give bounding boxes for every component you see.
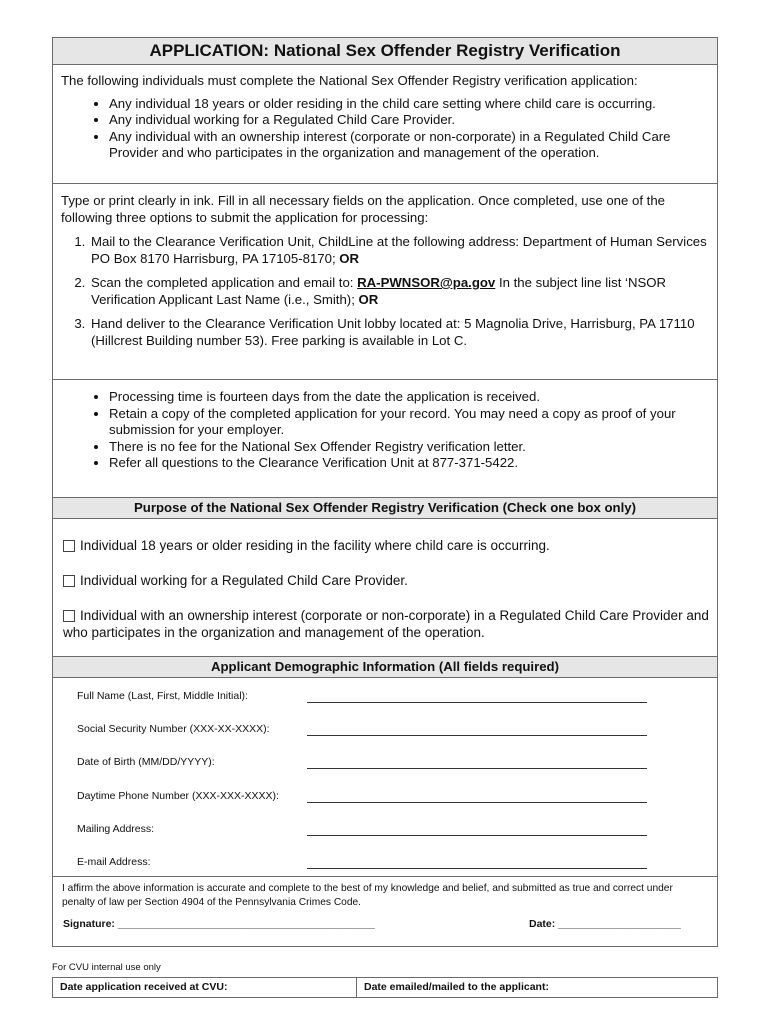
field-label-full-name: Full Name (Last, First, Middle Initial): [77, 690, 248, 702]
submission-option-hand: 3. Hand deliver to the Clearance Verification Unit lobby located at: 5 Magnolia Drive, Harrisburg, PA 17110 (Hillcrest Building number 53). Free parking is available in Lot C. [89, 316, 709, 349]
affirmation-text: I affirm the above information is accurate and complete to the best of my knowledge and belief, and submitted as true and correct under penalty of law per Section 4904 of the Pennsylvania Crimes Code. [62, 883, 673, 908]
purpose-section [53, 519, 717, 657]
checkbox[interactable] [63, 540, 75, 552]
note-item: • There is no fee for the National Sex Offender Registry verification letter. [109, 439, 709, 456]
form-title: APPLICATION: National Sex Offender Registry Verification [53, 38, 717, 65]
email-input[interactable] [307, 868, 647, 869]
address-input[interactable] [307, 835, 647, 836]
phone-input[interactable] [307, 802, 647, 803]
cvu-emailed-cell[interactable]: Date emailed/mailed to the applicant: [364, 981, 549, 993]
purpose-option: Individual with an ownership interest (corporate or non-corporate) in a Regulated Child Care Provider and who participates in the organization and management of the operation. [63, 608, 709, 640]
demographics-section [53, 678, 717, 877]
email-link[interactable]: RA-PWNSOR@pa.gov [357, 275, 496, 290]
note-item: • Retain a copy of the completed application for your record. You may need a copy as proof of your submission for your employer. [109, 406, 709, 439]
field-label-email: E-mail Address: [77, 856, 151, 868]
internal-use-label: For CVU internal use only [52, 962, 161, 973]
checkbox[interactable] [63, 575, 75, 587]
purpose-heading: Purpose of the National Sex Offender Registry Verification (Check one box only) [53, 498, 717, 519]
field-label-phone: Daytime Phone Number (XXX-XXX-XXXX): [77, 790, 279, 802]
field-label-dob: Date of Birth (MM/DD/YYYY): [77, 756, 215, 768]
cvu-table [52, 977, 718, 998]
eligibility-bullet: • Any individual with an ownership interest (corporate or non-corporate) in a Regulated Child Care Provider and who participates in the organization and management of the operation. [109, 129, 709, 162]
note-item: • Processing time is fourteen days from the date the application is received. [109, 389, 709, 406]
submission-section [53, 184, 717, 380]
eligibility-lead: The following individuals must complete the National Sex Offender Registry verification application: [61, 73, 638, 88]
dob-input[interactable] [307, 768, 647, 769]
purpose-option: Individual working for a Regulated Child Care Provider. [63, 572, 709, 589]
notes-section [53, 380, 717, 498]
purpose-option: Individual 18 years or older residing in the facility where child care is occurring. [63, 537, 709, 554]
submission-option-mail: 1. Mail to the Clearance Verification Unit, ChildLine at the following address: Department of Human Services PO Box 8170 Harrisburg, PA 17105-8170; OR [89, 234, 709, 267]
submission-lead: Type or print clearly in ink. Fill in all necessary fields on the application. Once completed, use one of the following three options to submit the application for processing: [61, 193, 666, 225]
cvu-received-cell[interactable]: Date application received at CVU: [53, 978, 357, 997]
demographics-heading: Applicant Demographic Information (All fields required) [53, 657, 717, 678]
field-label-ssn: Social Security Number (XXX-XX-XXXX): [77, 723, 270, 735]
ssn-input[interactable] [307, 735, 647, 736]
checkbox[interactable] [63, 610, 75, 622]
date-field[interactable]: Date: _____________________ [529, 918, 681, 930]
eligibility-bullet: • Any individual working for a Regulated Child Care Provider. [109, 112, 709, 129]
application-form [52, 37, 718, 947]
full-name-input[interactable] [307, 702, 647, 703]
eligibility-bullet: • Any individual 18 years or older residing in the child care setting where child care is occurring. [109, 96, 709, 113]
eligibility-section [53, 65, 717, 184]
note-item: • Refer all questions to the Clearance Verification Unit at 877-371-5422. [109, 455, 709, 472]
field-label-address: Mailing Address: [77, 823, 155, 835]
submission-option-email: 2. Scan the completed application and email to: RA-PWNSOR@pa.gov In the subject line list ‘NSOR Verification Applicant Last Name (i.e., Smith); OR [89, 275, 709, 308]
signature-field[interactable]: Signature: ____________________________________________ [63, 918, 375, 930]
